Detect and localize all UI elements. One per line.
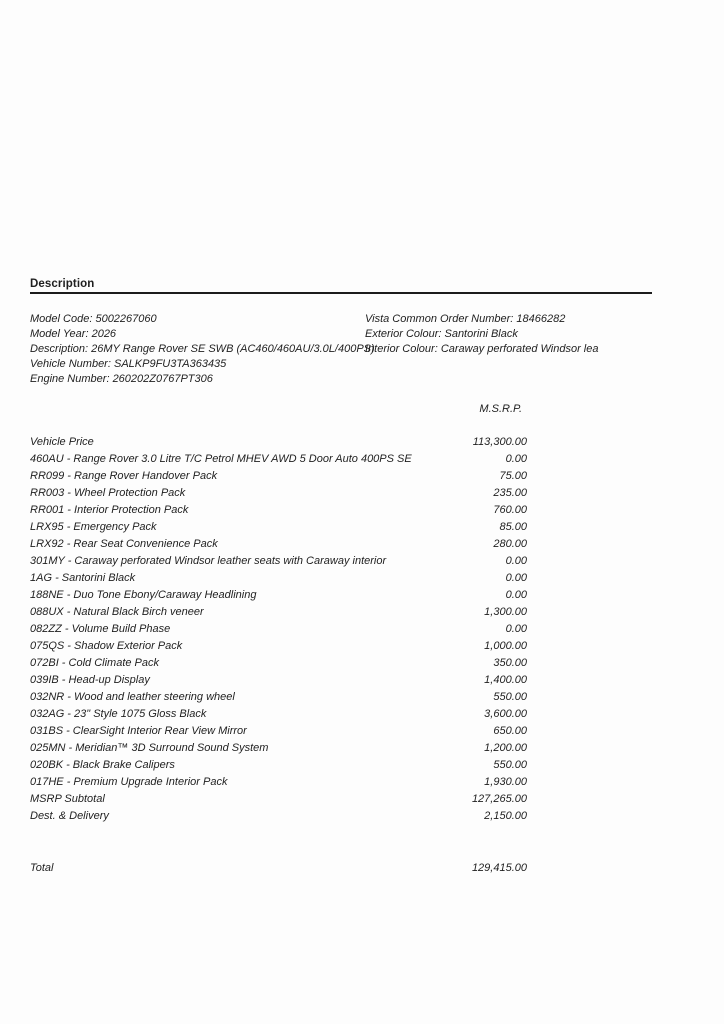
line-item-price: 1,300.00 [484,606,527,618]
line-item-price: 550.00 [493,691,527,703]
line-item-row [30,502,527,519]
line-item-price: 3,600.00 [484,708,527,720]
line-item-description: 460AU - Range Rover 3.0 Litre T/C Petrol MHEV AWD 5 Door Auto 400PS SE [30,453,412,465]
line-item-row [30,808,527,825]
line-item-price: 0.00 [505,555,527,567]
info-line: Exterior Colour: Santorini Black [365,328,518,340]
line-item-description: RR099 - Range Rover Handover Pack [30,470,218,482]
line-item-row [30,536,527,553]
price-column-header: M.S.R.P. [479,403,522,415]
line-item-price: 75.00 [499,470,527,482]
info-label: Model Code [30,313,90,325]
info-value: SALKP9FU3TA363435 [113,358,227,370]
info-value: 2026 [91,328,117,340]
info-value: 5002267060 [95,313,157,325]
line-item-description: 039IB - Head-up Display [30,674,150,686]
line-item-price: 85.00 [499,521,527,533]
line-item-price: 0.00 [505,623,527,635]
info-line: Vista Common Order Number: 18466282 [365,313,566,325]
line-item-row [30,553,527,570]
line-item-row [30,740,527,757]
info-value: 26MY Range Rover SE SWB (AC460/460AU/3.0L/400PS) [91,343,375,355]
line-item-description: MSRP Subtotal [30,793,105,805]
line-item-price: 350.00 [493,657,527,669]
info-value: 18466282 [516,313,566,325]
line-item-description: 1AG - Santorini Black [30,572,136,584]
line-item-row [30,706,527,723]
line-item-row [30,570,527,587]
line-item-description: 025MN - Meridian™ 3D Surround Sound System [30,742,269,754]
line-item-description: Vehicle Price [30,436,94,448]
line-item-row [30,655,527,672]
info-label: Description [30,343,86,355]
line-item-description: LRX95 - Emergency Pack [30,521,157,533]
line-item-price: 760.00 [493,504,527,516]
line-item-row [30,774,527,791]
line-item-description: 032AG - 23" Style 1075 Gloss Black [30,708,207,720]
info-value: Santorini Black [444,328,518,340]
info-value: 260202Z0767PT306 [112,373,213,385]
info-label: Vista Common Order Number [365,313,511,325]
total-row [30,860,527,877]
info-line: Model Year: 2026 [30,328,117,340]
line-item-row [30,689,527,706]
line-item-price: 1,400.00 [484,674,527,686]
line-item-row [30,638,527,655]
line-item-row [30,672,527,689]
total-price: 129,415.00 [471,862,527,874]
info-line: Interior Colour: Caraway perforated Windsor lea [365,343,599,355]
line-item-description: 017HE - Premium Upgrade Interior Pack [30,776,228,788]
line-item-price: 2,150.00 [484,810,527,822]
line-item-price: 0.00 [505,589,527,601]
line-item-row [30,791,527,808]
line-item-row [30,621,527,638]
line-item-row [30,451,527,468]
line-item-description: 082ZZ - Volume Build Phase [30,623,171,635]
line-item-row [30,723,527,740]
line-item-row [30,468,527,485]
total-label: Total [30,862,54,874]
line-items-table [30,434,527,825]
vehicle-info-right-column [365,312,598,357]
line-item-description: LRX92 - Rear Seat Convenience Pack [30,538,218,550]
line-item-price: 113,300.00 [472,436,527,448]
line-item-description: 032NR - Wood and leather steering wheel [30,691,235,703]
info-line: Model Code: 5002267060 [30,313,157,325]
line-item-price: 1,930.00 [484,776,527,788]
line-item-row [30,485,527,502]
description-section-header [30,278,652,294]
section-title: Description [30,278,95,290]
line-item-description: RR001 - Interior Protection Pack [30,504,189,516]
line-item-row [30,434,527,451]
line-item-description: Dest. & Delivery [30,810,109,822]
info-label: Model Year [30,328,86,340]
info-value: Caraway perforated Windsor lea [440,343,599,355]
line-item-price: 650.00 [493,725,527,737]
line-item-price: 0.00 [505,453,527,465]
line-item-price: 0.00 [505,572,527,584]
line-item-description: 188NE - Duo Tone Ebony/Caraway Headlining [30,589,257,601]
info-line: Engine Number: 260202Z0767PT306 [30,373,213,385]
line-item-price: 235.00 [493,487,527,499]
line-item-description: 301MY - Caraway perforated Windsor leather seats with Caraway interior [30,555,387,567]
line-item-description: 031BS - ClearSight Interior Rear View Mirror [30,725,247,737]
info-label: Interior Colour [365,343,435,355]
line-item-description: 020BK - Black Brake Calipers [30,759,175,771]
line-item-description: 075QS - Shadow Exterior Pack [30,640,183,652]
line-item-description: RR003 - Wheel Protection Pack [30,487,186,499]
info-line: Description: 26MY Range Rover SE SWB (AC460/460AU/3.0L/400PS) [30,343,375,355]
vehicle-info-left-column [30,312,375,387]
line-item-row [30,604,527,621]
line-item-row [30,757,527,774]
line-item-price: 1,000.00 [484,640,527,652]
line-item-price: 550.00 [493,759,527,771]
line-item-price: 127,265.00 [471,793,527,805]
line-item-description: 072BI - Cold Climate Pack [30,657,159,669]
line-item-description: 088UX - Natural Black Birch veneer [30,606,204,618]
info-label: Vehicle Number [30,358,108,370]
line-item-price: 1,200.00 [484,742,527,754]
line-item-row [30,587,527,604]
info-line: Vehicle Number: SALKP9FU3TA363435 [30,358,227,370]
info-label: Engine Number [30,373,107,385]
line-item-row [30,519,527,536]
line-item-price: 280.00 [493,538,527,550]
info-label: Exterior Colour [365,328,439,340]
